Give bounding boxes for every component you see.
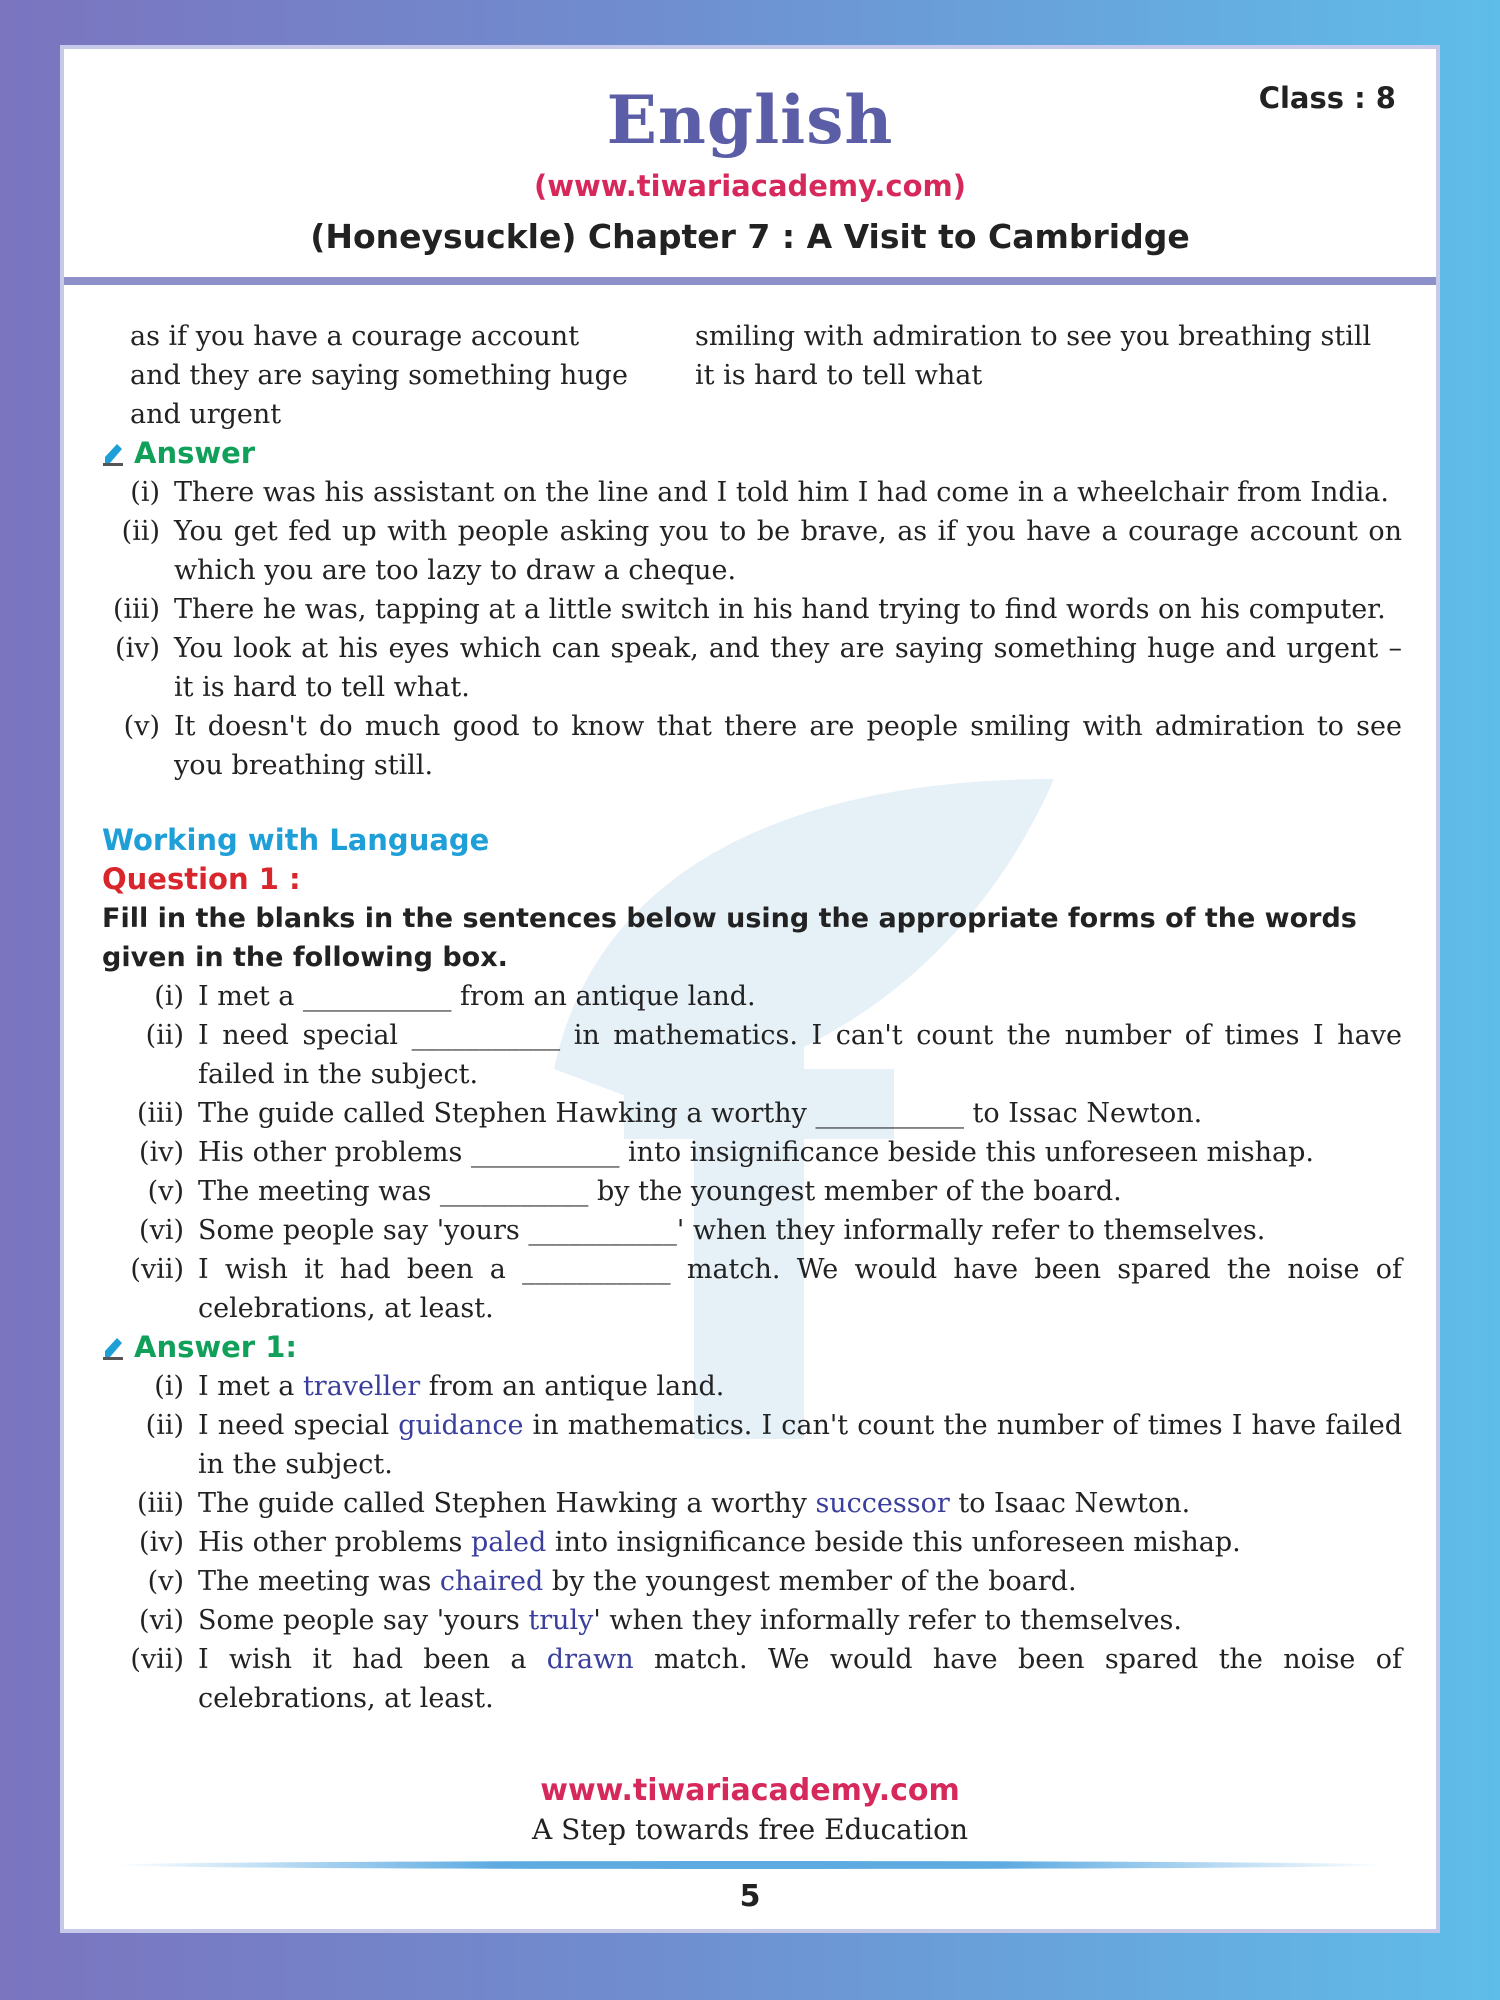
footer-divider — [114, 1861, 1386, 1869]
item-number: (iv) — [139, 1137, 184, 1168]
header-website: (www.tiwariacademy.com) — [533, 169, 966, 203]
page-header — [64, 49, 1436, 285]
text-after: to Isaac Newton. — [949, 1488, 1191, 1519]
section-heading: Working with Language — [102, 823, 490, 857]
item-number: (i) — [154, 981, 184, 1012]
chapter-subtitle: (Honeysuckle) Chapter 7 : A Visit to Cambridge — [310, 217, 1190, 256]
text-before: I met a — [198, 1371, 303, 1402]
list-item — [102, 1523, 1402, 1562]
text-after: in mathematics. I can't count the number of times I have failed in the subject. — [198, 1410, 1402, 1480]
blank: ___________ — [439, 1176, 589, 1207]
list-item — [102, 1016, 1402, 1094]
document-page — [60, 45, 1440, 1933]
phrase-item: smiling with admiration to see you breathing still — [695, 321, 1372, 352]
answer-word: paled — [470, 1527, 547, 1558]
blank: ___________ — [470, 1137, 620, 1168]
question-list — [102, 977, 1402, 1328]
item-number: (i) — [154, 1371, 184, 1402]
list-item — [102, 1250, 1402, 1328]
item-text — [198, 1133, 1402, 1172]
blank: ___________ — [528, 1215, 677, 1246]
item-text — [198, 1601, 1402, 1640]
text-before: His other problems — [198, 1137, 471, 1168]
list-item — [102, 473, 1402, 512]
text-after: by the youngest member of the board. — [543, 1566, 1077, 1597]
text-before: Some people say 'yours — [198, 1605, 529, 1636]
item-text: There he was, tapping at a little switch in his hand trying to find words on his computer. — [174, 594, 1386, 625]
phrase-column-right — [695, 317, 1402, 434]
item-number: (ii) — [145, 1020, 184, 1051]
list-item — [102, 629, 1402, 707]
item-number: (ii) — [121, 516, 160, 547]
phrase-item: as if you have a courage account — [130, 321, 580, 352]
item-text — [198, 1640, 1402, 1718]
item-text: You look at his eyes which can speak, and they are saying something huge and urgent – it is hard to tell what. — [174, 633, 1402, 703]
text-after: into insignificance beside this unforeseen mishap. — [546, 1527, 1241, 1558]
text-after: ' when they informally refer to themselves. — [593, 1605, 1182, 1636]
text-before: The meeting was — [198, 1566, 440, 1597]
list-item — [102, 1133, 1402, 1172]
text-before: I need special — [198, 1020, 412, 1051]
list-item — [102, 1094, 1402, 1133]
item-number: (vi) — [139, 1215, 184, 1246]
blank: ___________ — [815, 1098, 964, 1129]
question-heading: Question 1 : — [102, 862, 301, 896]
item-number: (vii) — [130, 1254, 184, 1285]
item-text — [198, 1367, 1402, 1406]
item-text: You get fed up with people asking you to be brave, as if you have a courage account on which you are too lazy to draw a cheque. — [174, 516, 1402, 586]
list-item — [102, 707, 1402, 785]
list-item — [102, 1640, 1402, 1718]
answer-heading-label: Answer — [134, 436, 256, 470]
item-text: It doesn't do much good to know that there are people smiling with admiration to see you breathing still. — [174, 711, 1402, 781]
question-text: Fill in the blanks in the sentences below using the appropriate forms of the words given in the following box. — [102, 903, 1357, 973]
text-before: I wish it had been a — [198, 1254, 523, 1285]
item-number: (vii) — [130, 1644, 184, 1675]
phrase-item: and they are saying something huge — [130, 360, 628, 391]
page-content — [102, 317, 1402, 1718]
footer-tagline: A Step towards free Education — [532, 1813, 968, 1846]
list-item — [102, 512, 1402, 590]
text-before: The meeting was — [198, 1176, 440, 1207]
text-after: to Issac Newton. — [963, 1098, 1203, 1129]
item-text — [198, 1562, 1402, 1601]
pen-icon — [102, 441, 126, 467]
item-text — [198, 977, 1402, 1016]
list-item — [102, 977, 1402, 1016]
item-number: (v) — [123, 711, 160, 742]
answer-list — [102, 473, 1402, 785]
page-title: English — [606, 81, 894, 159]
item-number: (iii) — [113, 594, 160, 625]
item-number: (ii) — [145, 1410, 184, 1441]
phrase-column-left — [130, 317, 695, 434]
text-after: match. We would have been spared the noise of celebrations, at least. — [198, 1644, 1402, 1714]
text-after: by the youngest member of the board. — [588, 1176, 1122, 1207]
answer-heading — [102, 434, 1402, 473]
text-after: into insignificance beside this unforeseen mishap. — [619, 1137, 1314, 1168]
item-number: (iii) — [137, 1098, 184, 1129]
answer1-list — [102, 1367, 1402, 1718]
item-number: (iii) — [137, 1488, 184, 1519]
phrase-columns — [102, 317, 1402, 434]
list-item — [102, 1211, 1402, 1250]
footer-website[interactable]: www.tiwariacademy.com — [540, 1773, 960, 1808]
item-number: (i) — [130, 477, 160, 508]
text-before: I met a — [198, 981, 303, 1012]
pen-icon — [102, 1335, 126, 1361]
text-before: The guide called Stephen Hawking a worthy — [198, 1098, 816, 1129]
text-before: I need special — [198, 1410, 399, 1441]
item-text — [198, 1406, 1402, 1484]
text-after: from an antique land. — [451, 981, 756, 1012]
item-number: (iv) — [139, 1527, 184, 1558]
answer-word: truly — [528, 1605, 594, 1636]
item-text — [198, 1211, 1402, 1250]
text-before: Some people say 'yours — [198, 1215, 529, 1246]
list-item — [102, 1484, 1402, 1523]
item-text: There was his assistant on the line and I told him I had come in a wheelchair from India. — [174, 477, 1389, 508]
item-number: (v) — [147, 1566, 184, 1597]
blank: ___________ — [522, 1254, 671, 1285]
answer-word: chaired — [439, 1566, 544, 1597]
text-before: The guide called Stephen Hawking a worthy — [198, 1488, 816, 1519]
list-item — [102, 1406, 1402, 1484]
text-after: match. We would have been spared the noise of celebrations, at least. — [198, 1254, 1402, 1324]
list-item — [102, 1367, 1402, 1406]
item-number: (vi) — [139, 1605, 184, 1636]
text-after: ' when they informally refer to themselves. — [676, 1215, 1266, 1246]
item-number: (iv) — [115, 633, 160, 664]
text-after: in mathematics. I can't count the number of times I have failed in the subject. — [198, 1020, 1402, 1090]
item-text — [198, 1250, 1402, 1328]
item-text — [198, 1094, 1402, 1133]
page-number: 5 — [739, 1879, 761, 1914]
list-item — [102, 1562, 1402, 1601]
answer1-heading-label: Answer 1: — [134, 1330, 297, 1364]
item-text — [198, 1172, 1402, 1211]
blank: ___________ — [411, 1020, 561, 1051]
answer1-heading — [102, 1328, 1402, 1367]
class-label: Class : 8 — [1258, 81, 1396, 115]
item-text — [198, 1484, 1402, 1523]
text-before: His other problems — [198, 1527, 471, 1558]
answer-word: successor — [815, 1488, 950, 1519]
list-item — [102, 1601, 1402, 1640]
text-before: I wish it had been a — [198, 1644, 547, 1675]
item-text — [198, 1016, 1402, 1094]
item-number: (v) — [147, 1176, 184, 1207]
blank: ___________ — [302, 981, 452, 1012]
answer-word: traveller — [302, 1371, 421, 1402]
answer-word: guidance — [398, 1410, 524, 1441]
phrase-item: and urgent — [130, 399, 282, 430]
list-item — [102, 590, 1402, 629]
phrase-item: it is hard to tell what — [695, 360, 983, 391]
answer-word: drawn — [546, 1644, 634, 1675]
text-after: from an antique land. — [420, 1371, 725, 1402]
list-item — [102, 1172, 1402, 1211]
item-text — [198, 1523, 1402, 1562]
